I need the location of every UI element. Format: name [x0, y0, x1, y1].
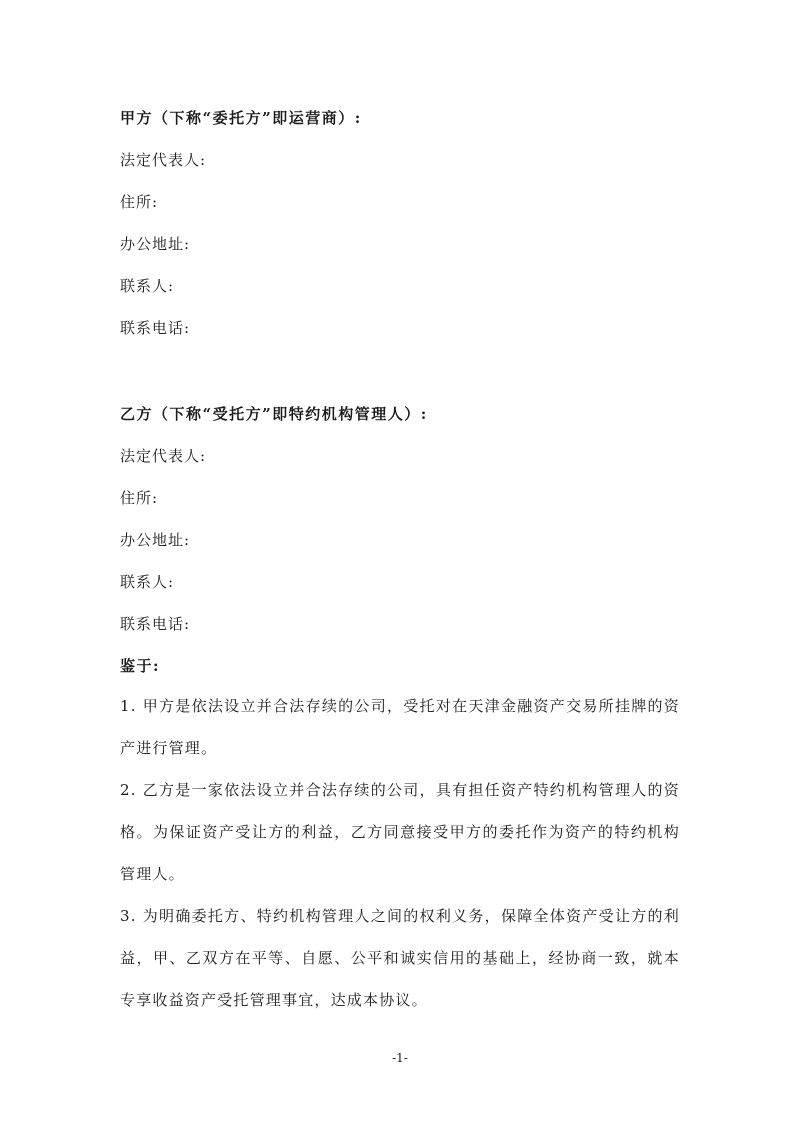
party-a-contact: 联系人: [120, 277, 175, 295]
party-b-contact: 联系人: [120, 573, 175, 591]
party-b-heading: 乙方（下称“受托方”即特约机构管理人）: [120, 405, 428, 423]
recital-item-1: 1. 甲方是依法设立并合法存续的公司，受托对在天津金融资产交易所挂牌的资产进行管理。 [120, 697, 680, 757]
party-a-office-address: 办公地址: [120, 235, 191, 253]
recital-item-3: 3. 为明确委托方、特约机构管理人之间的权利义务，保障全体资产受让方的利益，甲、乙双方在平等、自愿、公平和诚实信用的基础上，经协商一致，就本专享收益资产受托管理事宜，达成本协议。 [120, 907, 680, 1009]
party-b-address: 住所: [120, 489, 159, 507]
recital-item-2: 2. 乙方是一家依法设立并合法存续的公司，具有担任资产特约机构管理人的资格。为保证资产受让方的利益，乙方同意接受甲方的委托作为资产的特约机构管理人。 [120, 781, 680, 883]
party-a-legal-representative: 法定代表人: [120, 151, 207, 169]
party-a-heading: 甲方（下称“委托方”即运营商）: [120, 109, 362, 127]
party-b-phone: 联系电话: [120, 615, 191, 633]
party-b-office-address: 办公地址: [120, 531, 191, 549]
page-number: -1- [392, 1051, 408, 1065]
party-b-legal-representative: 法定代表人: [120, 447, 207, 465]
party-a-address: 住所: [120, 193, 159, 211]
recitals-heading: 鉴于: [120, 657, 161, 675]
party-a-phone: 联系电话: [120, 319, 191, 337]
